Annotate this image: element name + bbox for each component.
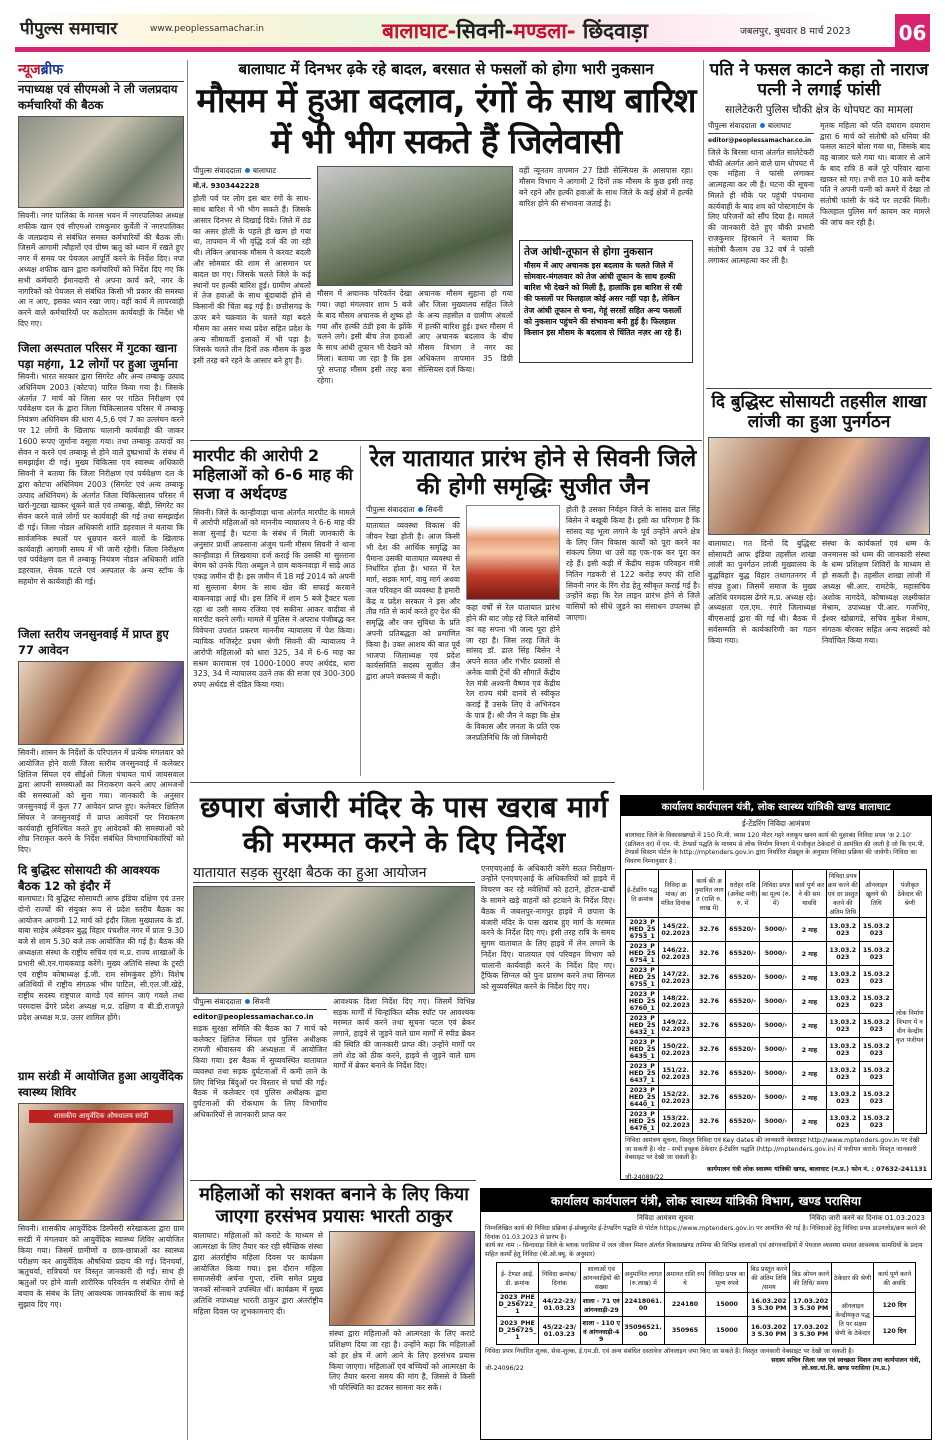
buddhist-body: बालाघाट। गत दिनों दि बुद्धिस्ट सोसायटी आफ इंडिया तहसील शाखा लांजी का पुनर्गठन लांजी मुख्यालय के बुद्धविहार बुद्ध विहार तथागतनगर में संपन्न हुआ। जिसमें समाज के मुख्य अतिथि परमदास ढेंगरे म.प्र. अध्यक्ष रहे। अध्यक्षता एल.एम. रंगारे जिलाध्यक्ष बीएसआई द्वारा की गई थी। बैठक में सर्वसम्मति से कार्यकारिणी का गठन किया गया। (708, 538, 816, 645)
lead-body: अचानक मौसम सुहाना हो गया और जिला मुख्यालय सहित जिले के अन्य तहसील व ग्रामीण अंचलों में हल्की बारिश हुई। इधर मौसम में आए अचानक बदलाव के बीच मौसम विभाग ने नगर का अधिकतम तापमान 35 डिग्री सेल्सियस दर्ज किया। (418, 289, 513, 374)
table-cell: 13.03.2023 (826, 966, 859, 990)
bullet-icon (245, 168, 250, 173)
brief-body: बालाघाट। दि बुद्धिस्ट सोसायटी आफ इंडिया दक्षिण एवं उत्तर दोनो राज्यों की संयुक्त रूप से प्रदेश स्तरीय बैठक का आयोजन आगामी 12 मार्च को इंदौर जिला मुख्यालय के डॉ. बाबा साहेब अंबेडकर बुद्ध विहार पंचशील नगर में प्रातः 9.30 बजे से शाम 5.30 बजे तक आयोजित की गई है। बैठक की अध्यक्षता संस्था के राष्ट्रीय सचिव एवं म.प्र. राज्य शाखाओं के प्रभारी श्री.एन.गायकवाड़ करेंगे। मुख्य अतिथि संस्था के ट्रस्टी एवं राष्ट्रीय कोषाध्यक्ष ई.जी. राम सोमकुंवर होंगे। विशेष अतिथियों में राष्ट्रीय संगठक भीम पाटिल, सी.एल.जी.खेड़े, राष्ट्रीय सदस्य राष्ट्रपाल वागडे एवं सांगन जाएं गवले तथा परमदास ढेंगरे प्रदेश अध्यक्ष म.प्र. दक्षिण व बी.डी.राजपूते प्रदेश अध्यक्ष म.प्र. उत्तर शामिल होंगे। (18, 894, 184, 1022)
suicide-story (708, 60, 930, 346)
table-cell: 15.03.2023 (860, 990, 893, 1014)
women-headline: महिलाओं को सशक्त बनाने के लिए किया जाएगा हरसंभव प्रयासः भारती ठाकुर (199, 1184, 469, 1227)
table-cell: 17.03.2023 5.30 PM (790, 1293, 832, 1317)
table-cell: 15.03.2023 (860, 1038, 893, 1062)
table-cell: 32.76 (692, 1038, 725, 1062)
editor-email[interactable]: editor@peoplessamachar.co.in (193, 1012, 314, 1021)
table-cell: 44/22-23/ 01.03.23 (538, 1293, 580, 1317)
box-headline: तेज आंधी-तूफान से होगा नुकसान (524, 246, 653, 259)
table-row (626, 1086, 927, 1110)
buddhist-headline: दि बुद्धिस्ट सोसायटी तहसील शाखा लांजी का हुआ पुनर्गठन (711, 392, 927, 433)
table-row (626, 918, 927, 942)
brief-body: सिवनी। शासन के निर्देशों के परिपालन में प्रत्येक मंगलवार को आयोजित होने वाली जिला स्तरीय जनसुनवाई में कलेक्टर क्षितिज सिंघल एवं सीईओ जिला पंचायत पार्थ जायसवाल द्वारा आपनी समस्याओं का निराकरण करने आए आमजनों की समस्याओं को सुना गया। जानकारी के अनुसार जनसुनवाई में कुल 77 आवेदन प्राप्त हुए। कलेक्टर क्षितिज सिंघल ने जनसुनवाई में प्राप्त आवेदनों पर निराकरण कार्यवाही सुनिश्चित करते हुए आवेदकों की समस्याओं को शीघ्र निराकृत करने के निर्देश संबंधित विभागाधिकारियों को दिए। (18, 748, 184, 855)
women-body: संस्था द्वारा महिलाओं को आत्मरक्षा के लिए कराटे प्रशिक्षण दिया जा रहा है। उन्होंने कहा कि महिलाओं को हर क्षेत्र में आगे आने के लिए हरसंभव प्रयास किया जाएगा। महिलाओं एवं बच्चियों को आत्मरक्षा के लिए तैयार करना समय की मांग है, जिससे वे किसी भी परिस्थिति का डटकर सामना कर सकें। (329, 1329, 475, 1393)
brief-headline: ग्राम सरंडी में आयोजित हुआ आयुर्वेदिक स्वास्थ्य शिविर (18, 1069, 183, 1099)
table-cell: 32.76 (692, 990, 725, 1014)
buddhist-story (708, 392, 930, 749)
table-cell: 32.76 (692, 1086, 725, 1110)
tender-subtitle: निविदा आमंत्रण सूचना (637, 1214, 694, 1222)
court-body: सिवनी। जिले के कान्हीवाड़ा थाना अंतर्गत मारपीट के मामले में आरोपी महिलाओं को माननीय न्यायालय ने 6-6 माह की सजा सुनाई है। घटना के संबंध में मिली जानकारी के अनुसार प्रार्थी अफसाना अंजुम पत्नी मीसम सिवनी ने थाना कान्हीवाड़ा में लिखवाया दर्ज कराई कि उसकी मां सुल्ताना बेगम को उनके पिता अब्दुल ने ग्राम बाकनवाड़ा में साढ़े आठ एकड़ जमीन दी है। इस जमीन में 18 मई 2014 को अपनी मां सुल्ताना बेगम के साथ खेत की सफाई करवाने बाकनवाड़ा आई थी। इस तिथि में शाम 5 बजे ट्रैक्टर चला रहा था उसी समय रजिया एवं सकीना आकर वादीया से मारपीट करने लगी। मामले में पुलिस ने अपराध पंजीबद्ध कर विवेचना उपरांत प्रकरण माननीय न्यायालय में पेश किया। न्यायिक मजिस्ट्रेट प्रथम श्रेणी सिवनी की न्यायालय ने आरोपी महिलाओं को धारा 325, 34 में 6-6 माह का सश्रम कारावास एवं 1000-1000 रुपए अर्थदंड, धारा 323, 34 में न्यायालय उठने तक की सजा एवं 300-300 रुपए अर्थदंड से दंडित किया गया। (193, 507, 355, 690)
table-cell: 22418061.00 (622, 1293, 664, 1317)
reporter: पीपुल्स संवाददाता (193, 996, 242, 1006)
table-cell: 13.03.2023 (826, 1062, 859, 1086)
table-cell: 15000 (706, 1293, 748, 1317)
table-cell: 149/22.02.2023 (659, 1014, 692, 1038)
lead-body: होली पर्व पर लोग इस बार रंगों के साथ-साथ बारिश में भी भीग सकते हैं। जिसके आसार दिनभर से दिखाई दिये। जिले में ठंड का असर होली के पहले ही खत्म हो गया था, तापमान में भी वृद्धि दर्ज की जा रही थी। लेकिन अचानक मौसम ने करवट बदली और सोमवार की शाम से आसमान पर बादल छा गए। जिसके चलते जिले के कई स्थानों पर हल्की बारिश हुई। ग्रामीण अंचलों में तेज हवाओं के साथ बूंदाबांदी होने से किसानों की चिंता बढ़ गई है। छत्तीसगढ़ के ऊपर बने चक्रवात के चलते यहां बदले मौसम का असर मध्य प्रदेश सहित प्रदेश के अन्य सीमावर्ती इलाकों में भी पड़ा है। जिसके चलते तीन दिनों तक मौसम के कुछ इसी तरह बने रहने के आसार बने हुए हैं। (193, 194, 311, 366)
column-header: बिड ओपन करने की तिथि/ समय (790, 1263, 832, 1293)
column-header: ऑनलाइन खुलने की तिथि (860, 870, 893, 918)
court-headline: मारपीट की आरोपी 2 महिलाओं को 6-6 माह की सजा व अर्थदण्ड (193, 446, 353, 504)
meeting-photo (18, 116, 184, 208)
table-cell: 65520/- (726, 1062, 759, 1086)
lead-story (193, 60, 699, 384)
region-chhindwara: छिंदवाड़ा (575, 19, 648, 43)
table-cell: 32.76 (692, 966, 725, 990)
page-number: 06 (895, 14, 930, 52)
tender-intro: निम्नलिखित कार्य की निविदा प्रक्रिया ई-प्रोक्युरमेंट ई-टेण्डरिंग पद्धति से पोर्टल https://www.mptenders.gov.in पर आमंत्रित की गई है। निविदाओं हेतु निविदा प्रपत्र डाउनलोड/क्रय करने की दिनांक 01.03.2023 से प्रारंभ है। (485, 1225, 926, 1241)
tender-notes: निविदा प्रपत्र निर्धारित शुल्क, सेवा-शुल्क, ई.एम.डी. एवं अन्य संबंधित दस्तावेज ऑनलाइन जमा किए जा सकते हैं। विस्तृत जानकारी वेबसाइट पर देखी जा सकती है। (485, 1348, 854, 1355)
bullet-icon (245, 999, 250, 1004)
table-cell: 2023_PHED_256435_1 (626, 1038, 659, 1062)
tender-title: कार्यालय कार्यपालन यंत्री, लोक स्वास्थ्य यांत्रिकी खण्ड बालाघाट (621, 796, 931, 816)
location: बालाघाट (767, 120, 792, 130)
road-body: आवश्यक दिशा निर्देश दिए गए। जिसमें विभिन्न सड़क मार्गों में चिन्हांकित ब्लैक स्पॉट पर आवश्यक मरम्मत कार्य करने तथा सूचना पटल एवं ब्रेकर लगाने, हाइवे से जुड़ने वाले ग्राम मार्गों में स्पीड ब्रेकर की स्थिति की जानकारी प्राप्त की। उन्होंने मार्गों पर लगे शेड को ठीक करने, हाइवे से जुड़ने वाले ग्राम मार्गों में ब्रेकर बनाने के निर्देश दिए। (333, 996, 475, 1071)
table-cell: शाला - 110 एवं आंगनवाड़ी-49 (580, 1317, 622, 1345)
suicide-body: मृतक महिला को पति दयाराम दयाराम द्वारा 6 मार्च को संतोषी को धनिया की फसल काटने बोला गया था, जिसके बाद वह बाजार चले गया था। बाजार से आने के बाद रात्रि 8 बजे पूरे परिवार खाना खाकर सो गए। तभी रात 10 बजे करीब पति ने अपनी पत्नी को कमरे में देखा तो संतोषी फांसी के फंदे पर लटकी मिली। फिलहाल पुलिस मर्ग कायम कर मामले की जांच कर रही है। (820, 120, 930, 227)
ad-code: जी-24096/22 (485, 1365, 524, 1372)
table-cell: 145/22.02.2023 (659, 918, 692, 942)
tender-signatory: कार्यपालन यंत्री लोक स्वास्थ्य यांत्रिकी खण्ड, बालाघाट (म.प्र.) फोन नं. : 07632-241131 (706, 1165, 927, 1173)
road-story (193, 790, 615, 1144)
table-cell: 15.03.2023 (860, 966, 893, 990)
table-cell: 5000/- (759, 1110, 792, 1134)
lead-kicker: बालाघाट में दिनभर ढ़के रहे बादल, बरसात से फसलों को होगा भारी नुकसान (238, 60, 654, 78)
sujit-jain-portrait (466, 505, 560, 600)
rail-body: यातायात व्यवस्था विकास की जीवन रेखा होती है। आज किसी भी देश की आर्थिक समृद्धि का पैमाना उसकी यातायात व्यवस्था से निर्धारित होता है। भारत में रेल मार्ग, सड़क मार्ग, वायु मार्ग अथवा जल परिवहन की व्यवस्था है हमारी केंद्र व प्रदेश सरकार ने इस और तीव्र गति से कार्य करते हुए देश की समृद्धि और जन सुविधा के प्रति अपनी प्रतिबद्धता को प्रमाणित किया है। उक्त आशय की बात पूर्व भाजपा जिलाध्यक्ष एवं प्रदेश कार्यसमिति सदस्य सुजीत जैन द्वारा अपने वक्तव्य में कही। (366, 521, 460, 682)
rail-story (366, 446, 700, 742)
column-divider (360, 446, 361, 776)
editor-email[interactable]: editor@peoplessamachar.co.in (708, 136, 812, 144)
table-cell: 5000/- (759, 990, 792, 1014)
column-header: अनुमानित लागत (रु.लाख) में (622, 1263, 664, 1293)
table-cell: 32.76 (692, 1062, 725, 1086)
divider (190, 440, 702, 441)
hearing-photo (18, 661, 184, 745)
column-divider (703, 60, 704, 790)
table-cell: 65520/- (726, 1014, 759, 1038)
table-cell: 15.03.2023 (860, 1062, 893, 1086)
table-cell: 2023_PHED_256476_1 (626, 1110, 659, 1134)
table-cell: 120 दिन (874, 1317, 916, 1345)
lead-byline (193, 166, 311, 384)
table-cell: 32.76 (692, 918, 725, 942)
tender-table (625, 869, 927, 1134)
region-balaghat: बालाघाट- (382, 19, 457, 43)
column-header: शालाओं एवं आंगनवाड़ियों की संख्या (580, 1263, 622, 1293)
divider (190, 782, 615, 783)
table-cell: 45/22-23/ 01.03.23 (538, 1317, 580, 1345)
road-body: सड़क सुरक्षा समिति की बैठक का 7 मार्च को कलेक्टर क्षितिज सिंघल एवं पुलिस अधीक्षक रामजी श्रीवास्तव की अध्यक्षता में आयोजित किया गया। इस बैठक में सुव्यवस्थित यातायात व्यवस्था तथा सड़क दुर्घटनाओं में कमी लाने के लिए विभिन्न बिंदुओं पर विस्तार से चर्चा की गई। बैठक में कलेक्टर एवं पुलिस अधीक्षक द्वारा दुर्घटनाओं की रोकथाम के लिए विभागीय अधिकारियों से जानकारी प्राप्त कर (193, 1023, 327, 1120)
newspaper-logo: पीपुल्स समाचार (20, 19, 118, 39)
column-header: ठेकेदार की श्रेणी (832, 1263, 874, 1293)
table-cell: 65520/- (726, 1110, 759, 1134)
table-cell: 13.03.2023 (826, 942, 859, 966)
rail-body: होती है उसका निर्वहन जिले के सांसद ढाल सिंह बिसेन ने बखूबी किया है। इसी का परिणाम है कि सांसद यह भूला लगाने के पूर्व उन्होंने अपने क्षेत्र के लिए जिन विकास कार्यों को पूरा करने का संकल्प लिया था उसे वह एक-एक कर पूरा कर रहे हैं। इसी कड़ी में केंद्रीय सड़क परिवहन मंत्री नितिन गडकरी से 122 करोड़ रुपए की राशि सिवनी नगर के रिंग रोड हेतु स्वीकृत कराई गई है। उन्होंने कहा कि रेल लाइन प्रारंभ होने से जिले वासियों को सीधे जुड़ने का संसाधन उपलब्ध हो जाएगा। (566, 505, 700, 622)
table-cell: 65520/- (726, 966, 759, 990)
road-body: एनएचएआई के अधिकारी करेंगे सतत निरीक्षण- उन्होंने एनएचएआई के अधिकारियों को हाइवे में विचरण कर रहे मवेशियों को हटाने, होटल-ढाबों के सामने खड़े वाहनों को हटवाने के निर्देश दिए। बैठक में जबलपुर-नागपुर हाइवे में छपारा के बंजारी मंदिर के पास खराब हुए मार्ग के मरम्मत करने के निर्देश दिए गए। इसी तरह रात्रि के समय सुगम यातायात के लिए हाइवे में लेन लगाने के निर्देश दिए। यातायात एवं परिवहन विभाग को चालानी कार्यवाही करने के निर्देश दिए गए। ट्रैफिक सिग्नल को पुनः प्रारम्भ करने तथा सिग्नल को सुव्यवस्थित करने के निर्देश दिए गए। (481, 863, 615, 992)
table-cell: शाला - 71 एवं आंगनवाड़ी-29 (580, 1293, 622, 1317)
brief-headline: जिला स्तरीय जनसुनवाई में प्राप्त हुए 77 आवेदन (18, 627, 169, 657)
table-cell: 13.03.2023 (826, 990, 859, 1014)
column-header: निविदा प्रपत्र का मूल्य रुपये (706, 1263, 748, 1293)
camp-banner: शासकीय आयुर्वेदिक औषधालय सरंडी (29, 1110, 173, 1123)
table-cell: 146/22.02.2023 (659, 942, 692, 966)
table-cell: 15.03.2023 (860, 1014, 893, 1038)
society-group-photo (708, 437, 930, 535)
table-cell: 2023_PHED_256432_1 (626, 1014, 659, 1038)
table-row (497, 1293, 916, 1317)
table-cell: 5000/- (759, 1086, 792, 1110)
column-header: ई-टेंडरिंग पद्धति क्रमांक (626, 870, 659, 918)
column-header: निविदा प्रपत्र का मूल्य (रु. में) (759, 870, 792, 918)
table-cell: 35096521.00 (622, 1317, 664, 1345)
table-cell: 2 माह (793, 918, 826, 942)
tender-notice-parasia (480, 1188, 932, 1440)
reporter: पीपुल्स संवाददाता (193, 166, 242, 176)
table-cell: 65520/- (726, 1086, 759, 1110)
table-cell: 148/22.02.2023 (659, 990, 692, 1014)
safety-meeting-photo (193, 886, 475, 994)
table-row (626, 1110, 927, 1134)
tender-subtitle: ई-टेंडरिंग निविदा आमंत्रण (741, 819, 811, 828)
road-subhead: यातायात सड़क सुरक्षा बैठक का हुआ आयोजन (193, 864, 475, 883)
column-header: अमानत राशि रुपये (664, 1263, 706, 1293)
divider (190, 1180, 476, 1181)
table-cell: 2023_PHED_256753_1 (626, 918, 659, 942)
table-cell: 5000/- (759, 1038, 792, 1062)
brief-headline: दि बुद्धिस्ट सोसायटी की आवश्यक बैठक 12 को इंदौर में (18, 863, 160, 893)
table-cell: 65520/- (726, 1038, 759, 1062)
table-cell: 15.03.2023 (860, 1086, 893, 1110)
table-cell: 16.03.2023 5.30 PM (748, 1293, 790, 1317)
section-word-2: ब्रीफ (40, 62, 64, 78)
table-cell: 16.03.2023 5.30 PM (748, 1317, 790, 1345)
reporter-phone: मो.नं. 9303442228 (193, 182, 260, 191)
table-cell: 2 माह (793, 990, 826, 1014)
tender-notice-balaghat (620, 795, 932, 1180)
region-seoni: सिवनी- (456, 19, 514, 43)
column-header: निविदा क्रमांक/ दिनांक (538, 1263, 580, 1293)
table-cell: 5000/- (759, 942, 792, 966)
section-title (18, 60, 184, 79)
table-row (626, 1038, 927, 1062)
tender-intro: बालाघाट जिले के विकासखण्डो में 150 मि.मी. व्यास 120 मीटर गहरे नलकूप खनन कार्य की मुहरबंद निविदा प्रपत्र 'अ 2.10' (प्रतिशत दर) में एम. पी. टेण्डर्स पद्धति के माध्यम से लोक निर्माण विभाग में पंजीकृत ठेकेदारों से आमंत्रित की जाती है जो कि एम.पी. टेण्डर्स सिस्टम पोर्टल के http://mptenders.gov.in द्वारा निर्धारित शेड्यूल के अनुसार निविदा प्रक्रिया की जावेगी। निविदा का विवरण निम्नानुसार है : (625, 832, 925, 865)
table-cell: 2023_PHED_256722_1 (497, 1293, 539, 1317)
table-cell: 65520/- (726, 942, 759, 966)
weather-road-photo (317, 166, 513, 286)
column-header: बिड प्रस्तुत करने की अंतिम तिथि /समय (748, 1263, 790, 1293)
table-row (626, 942, 927, 966)
reporter: पीपुल्स संवाददाता (708, 120, 757, 130)
column-header: कार्य पूर्ण करने की समयावधि (793, 870, 826, 918)
table-cell: 15.03.2023 (860, 918, 893, 942)
road-headline: छपारा बंजारी मंदिर के पास खराब मार्ग की मरम्मत करने के दिए निर्देश (199, 790, 609, 859)
rail-byline (366, 505, 460, 518)
table-cell: 5000/- (759, 966, 792, 990)
table-cell: 153/22.02.2023 (659, 1110, 692, 1134)
lead-headline: मौसम में हुआ बदलाव, रंगों के साथ बारिश में भी भीग सकते हैं जिलेवासी (196, 80, 696, 162)
table-cell: 2 माह (793, 966, 826, 990)
bullet-icon (760, 123, 765, 128)
weather-sidebar-box (519, 240, 693, 362)
table-row (626, 966, 927, 990)
table-cell: 13.03.2023 (826, 1038, 859, 1062)
buddhist-body: संस्था के कार्यकर्ता एवं धम्म के जनमानस को धम्म की जानकारी संस्था के धम्म प्रशिक्षण शिविरों के माध्यम से हो सकती है। तहसील शाखा लांजी में अध्यक्ष श्री.आर. रामटेके, महासचिव अशोक नागदेवे, कोषाध्यक्ष लक्ष्मीकांत मेश्राम, उपाध्यक्ष पी.आर. गजभिए, ईश्वर खोब्रागडे, सचिव मुकेश मेश्राम, संगठक बोरकर सहित अन्य सदस्यों को निर्वाचित किया गया। (822, 538, 930, 645)
table-cell: 2 माह (793, 1110, 826, 1134)
table-row (626, 1062, 927, 1086)
contractor-category: ऑनलाइन केन्द्रीयकृत पद्धति पर सक्षम श्रेणी के ठेकेदार (832, 1293, 874, 1345)
table-cell: 32.76 (692, 1110, 725, 1134)
lead-body: वहीं न्यूनतम तापमान 27 डिग्री सेल्सियस के आसपास रहा। मौसम विभाग ने आगामी 2 दिनों तक मौसम के कुछ इसी तरह बने रहने और हल्की हवाओं के साथ जिले के कई क्षेत्रों में हल्की बारिश होने की संभावना जताई है। (519, 166, 693, 208)
table-cell: 150/22.02.2023 (659, 1038, 692, 1062)
suicide-headline: पति ने फसल काटने कहा तो नाराज पत्नी ने लगाई फांसी (709, 60, 929, 101)
region-mandla: मण्डला- (513, 19, 576, 43)
table-cell: 120 दिन (874, 1293, 916, 1317)
website-url[interactable]: www.peoplessamachar.in (150, 24, 264, 34)
table-cell: 32.76 (692, 942, 725, 966)
table-cell: 151/22.02.2023 (659, 1062, 692, 1086)
column-header: कार्य पूर्ण करने की अवधि (874, 1263, 916, 1293)
bullet-icon (418, 507, 423, 512)
brief-headline: नपाध्यक्ष एवं सीएमओ ने ली जलप्रदाय कर्मचारियों की बैठक (18, 82, 178, 112)
table-cell: 13.03.2023 (826, 1014, 859, 1038)
table-cell: 17.03.2023 5.30 PM (790, 1317, 832, 1345)
table-cell: 2023_PHED_256755_1 (626, 966, 659, 990)
camp-photo (18, 1103, 184, 1221)
table-cell: 2023_PHED_256754_1 (626, 942, 659, 966)
column-header: धरोहर राशि (अर्नेस्ट मनी) रु. में (726, 870, 759, 918)
table-cell: 15000 (706, 1317, 748, 1345)
table-row (626, 1014, 927, 1038)
table-cell: 5000/- (759, 918, 792, 942)
edition-region-title (300, 17, 730, 45)
contractor-category: लोक निर्माण विभाग में नवीन केन्द्रीयकृत पंजीयन (893, 918, 927, 1134)
table-cell: 15.03.2023 (860, 942, 893, 966)
table-cell: 2 माह (793, 1062, 826, 1086)
section-word-1: न्यूज (18, 62, 41, 78)
suicide-subhead: सालेटेकरी पुलिस चौकी क्षेत्र के धोपघट का मामला (725, 103, 913, 116)
table-cell: 13.03.2023 (826, 1110, 859, 1134)
suicide-body: जिले के बिरसा थाना अंतर्गत सालेटेकरी चौकी अंतर्गत आने वाले ग्राम धोपघट में एक महिला ने फांसी लगाकर आत्महत्या कर ली है। घटना की सूचना मिलते ही मौके पर पहुंची पंचनामा कार्यवाही के बाद शव को पोस्टमार्टम के लिए परिजनों को सौंप दिया है। मामले की जानकारी देते हुए चौकी प्रभारी राजकुमार हिरकाने ने बताया कि संतोषी कैलाम उम्र 32 वर्ष ने फांसी लगाकर आत्महत्या कर ली है। (708, 147, 814, 265)
tender-issue-date: निविदा जारी करने का दिनांक 01.03.2023 (809, 1214, 925, 1222)
column-header: कार्य की अनुमानित लागत (राशि रु. लाख में) (692, 870, 725, 918)
women-body: बालाघाट। महिलाओं को कराटे के माध्यम से आत्मरक्षा के लिए तैयार कर रही स्वैच्छिक संस्था द्वारा अंतर्राष्ट्रीय महिला दिवस पर कार्यक्रम आयोजित किया गया। इस दौरान महिला समाजसेवी अर्चना गुप्ता, रश्मि समेत प्रमुख जनकों सोनबाने उपस्थित थीं। कार्यक्रम में मुख्य अतिथि नपाध्यक्ष भारती ठाकुर द्वारा अंतर्राष्ट्रीय महिला दिवस पर शुभकामनाएं दी। (193, 1231, 323, 1316)
table-cell: 15.03.2023 (860, 1110, 893, 1134)
table-cell: 2023_PHED_256760_1 (626, 990, 659, 1014)
brief-body: सिवनी। नगर पालिका के मानस भवन में नगरपालिका अध्यक्ष शफीक खान एवं सीएमओ रामकुमार कुर्वेती ने नगरपालिका के जलप्रदाय से संबंधित समस्त कर्मचारियों की बैठक ली। जिसमें आगामी त्यौहारों एवं ग्रीष्म ऋतु को ध्यान में रखते हुए नगर में समय पर पेयजल आपूर्ति करने के निर्देश दिए। नपा अध्यक्ष शफीक खान द्वारा कर्मचारियों को निर्देश दिए गए कि सभी कर्मचारी ईमानदारी से अपना कार्य करें, नगर के नागरिकों को पेयजल से संबंधित किसी भी प्रकार की समस्या आ न आए, इसका ध्यान रखा जाए। वहीं कार्य में लापरवाही करने वाले कर्मचारियों पर कठोरतम कार्यवाही के निर्देश भी दिए गए। (18, 211, 184, 328)
rail-headline: रेल यातायात प्रारंभ होने से सिवनी जिले की होगी समृद्धिः सुजीत जैन (369, 446, 697, 500)
table-cell: 65520/- (726, 990, 759, 1014)
column-header: निविदा क्रमांक/ आमंत्रित दिनांक (659, 870, 692, 918)
divider (706, 388, 932, 389)
news-brief-column (18, 60, 184, 1354)
table-cell: 32.76 (692, 1014, 725, 1038)
table-cell: 13.03.2023 (826, 918, 859, 942)
court-story (193, 446, 355, 778)
brief-body: सिवनी। शासकीय आयुर्वेदिक डिस्पेंसरी सरेखाकला द्वारा ग्राम सरंडी में मंगलवार को आयुर्वेदिक स्वास्थ्य शिविर आयोजित किया गया। जिसमें ग्रामीणों व छात्र-छात्राओं का स्वास्थ्य परीक्षण कर आयुर्वेदिक औषधियां प्रदाय की गई। दिनचर्या, ऋतुचर्या, रात्रिचर्या पर विस्तृत जानकारी दी गई। साथ ही ऋतुओं पर होने वाली शारीरिक परिवर्तन व संबंधित रोगों से बचाव के संबंध के लिए आवश्यक जानकारियों के साथ कई सुझाव दिए गए। (18, 1224, 184, 1309)
table-cell: 147/22.02.2023 (659, 966, 692, 990)
road-byline (193, 997, 327, 1119)
table-cell: 2023_PHED_256725_1 (497, 1317, 539, 1345)
location: सिवनी (252, 996, 270, 1006)
tender-table (496, 1262, 916, 1345)
rail-body: कहा वर्षों से रेल यातायात प्रारंभ होने की बाट जोह रहे जिले वासियों का यह सपना भी जल्द पूरा होने जा रहा है। जिस तरह जिले के सांसद डॉ. ढाल सिंह बिसेन ने अपने सतत और गंभीर प्रयासों से अनेक यात्री ट्रेनों की सौगातें केंद्रीय रेल मंत्री अश्वनी वैष्णव एवं केंद्रीय रेल राज्य मंत्री दानवे से स्वीकृत कराई हैं उसके लिए वे अभिनंदन के पात्र हैं। श्री जैन ने कहा कि क्षेत्र के विकास और जनता के प्रति एक जनप्रतिनिधि कि जो जिम्मेदारी (466, 603, 560, 742)
tender-title: कार्यालय कार्यपालन यंत्री, लोक स्वास्थ्य यांत्रिकी विभाग, खण्ड परासिया (481, 1189, 931, 1212)
table-cell: 2 माह (793, 942, 826, 966)
table-cell: 152/22.02.2023 (659, 1086, 692, 1110)
tender-notes: निविदा आमंत्रण सूचना, विस्तृत निविदा एवं Key dates की जानकारी वेबसाइट http://www.mptenders.gov.in पर देखी जा सकती है। नोट - सभी इच्छुक ठेकेदार ई-टेंडरिंग पद्धति (http://mptenders.gov.in) में पंजीयन करावें। विस्तृत जानकारी वेबसाइट पर देखी जा सकती है। (625, 1137, 920, 1161)
table-cell: 2023_PHED_256437_1 (626, 1062, 659, 1086)
column-header: ई- टेण्डर आई.डी. क्रमांक (497, 1263, 539, 1293)
suicide-byline (708, 121, 814, 338)
location: बालाघाट (252, 166, 277, 176)
karate-event-photo (329, 1231, 475, 1326)
table-cell: 65520/- (726, 918, 759, 942)
edition-date: जबलपुर, बुधवार 8 मार्च 2023 (740, 26, 851, 37)
table-cell: 2 माह (793, 1086, 826, 1110)
table-cell: 5000/- (759, 1014, 792, 1038)
table-cell: 5000/- (759, 1062, 792, 1086)
table-cell: 2 माह (793, 1038, 826, 1062)
box-body: मौसम में आए अचानक इस बदलाव के चलते जिले में सोमवार-मंगलवार को तेज आंधी तूफान के साथ हल्की बारिश भी देखने को मिली है, हालांकि इस बारिश से रबी की फसलों पर फिलहाल कोई असर नहीं पड़ा है, लेकिन तेज आंधी तूफान से चना, गेहूं सरसों सहित अन्य फसलों को नुकसान पहुंचने की संभावना बनी हुई है। फिलहाल किसान इस मौसम के बदलाव से चिंतित नज़र आ रहे हैं। (524, 260, 683, 338)
brief-body: सिवनी। भारत सरकार द्वारा सिगरेट और अन्य तम्बाकू उत्पाद अधिनियम 2003 (कोटपा) पारित किया गया है। जिसके अंतर्गत 7 मार्च को जिला स्तर पर गठित निरीक्षण एवं पर्यवेक्षण दल के द्वारा जिला चिकित्सालय परिसर में तम्बाकू नियंत्रण अधिनियम की धारा 4,5,6 एवं 7 का उल्लंघन करने पर 12 लोगों के खिलाफ चालानी कार्यवाही की जाकर 1600 रूपए जुर्माना वसूला गया। तथा तम्बाकू उत्पादों का सेवन न करने एवं तम्बाकू से होने वाले दुष्प्रभावों के संबंध में समझाईश दी गई। मुख्य चिकित्सा एवं स्वास्थ्य अधिकारी सिवनी ने बताया कि जिला निरीक्षण एवं पर्यवेक्षण दल के द्वारा कोटपा अधिनियम 2003 (सिगरेट एवं अन्य तम्बाकू उत्पाद अधिनियम) के अंतर्गत जिला चिकित्सालय परिसर में खर्रा-गुटखा खाकर थूकने वाले एवं तम्बाकू, बीड़ी, सिगरेट का सेवन करने वाले लोगों पर कार्यवाही की गई तथा समझाईश दी गई। जिला नोडल अधिकारी शांति डहरवाल ने बताया कि सार्वजनिक स्थलों पर धूम्रपान करने वालों के खिलाफ कार्यवाही आगामी समय में भी जारी रहेगी। जिला निरीक्षण एवं पर्यवेक्षण दल में तम्बाकू नियंत्रण नोडल अधिकारी शांति डहरवाल, सेवक पटले एवं अस्पताल के अन्य स्टॉफ के सहयोग से कार्यवाही की गई। (18, 372, 184, 586)
lead-body: मौसम में अचानक परिवर्तन देखा गया। जहां मंगलवार शाम 5 बजे के बाद मौसम अचानक से शुष्क हो गया और हल्की ठंडी हवा के झोंके चलने लगे। इसी बीच तेज हवाओं के साथ आंधी तूफान भी देखने को मिला। बताया जा रहा है कि इस पूरे सप्ताह मौसम इसी तरह बना रहेगा। (317, 289, 412, 385)
table-cell: 350965 (664, 1317, 706, 1345)
column-header: निविदा प्रपत्र क्रय करने की एवं दर प्रस्तुत करने की अंतिम तिथि (826, 870, 859, 918)
tender-signatory: सदस्य सचिव जिला जल एवं स्वच्छता मिशन तथा कार्यपालन यंत्री, लो.स्वा.यां.वि. खण्ड परासिया (म.प्र.) (771, 1356, 921, 1372)
location: सिवनी (425, 505, 443, 515)
table-row (626, 990, 927, 1014)
table-cell: 224180 (664, 1293, 706, 1317)
brief-headline: जिला अस्पताल परिसर में गुटका खाना पड़ा महंगा, 12 लोगों पर हुआ जुर्माना (18, 341, 178, 371)
table-cell: 2 माह (793, 1014, 826, 1038)
tender-work-name: कार्य का नाम :- छिन्दवाड़ा जिले के ब्लाक परासिया में जल जीवन मिशन अंतर्गत विकासखण्ड तामिया की विभिन्न शालाओं एवं आंगनवाड़ियों में पेयजल व्यवस्था समस्त आवश्यक सामग्रियों के प्रदाय सहित कार्यों हेतु निविदा (बी.ओ.क्यू. के अनुसार) (485, 1242, 923, 1258)
women-story (193, 1184, 475, 1411)
reporter: पीपुल्स संवाददाता (366, 505, 415, 515)
ad-code: जी-24089/22 (625, 1174, 664, 1181)
column-divider (187, 60, 188, 1440)
table-cell: 2023_PHED_256440_1 (626, 1086, 659, 1110)
table-cell: 13.03.2023 (826, 1086, 859, 1110)
column-header: पंजीकृत ठेकेदार की श्रेणी (893, 870, 927, 918)
